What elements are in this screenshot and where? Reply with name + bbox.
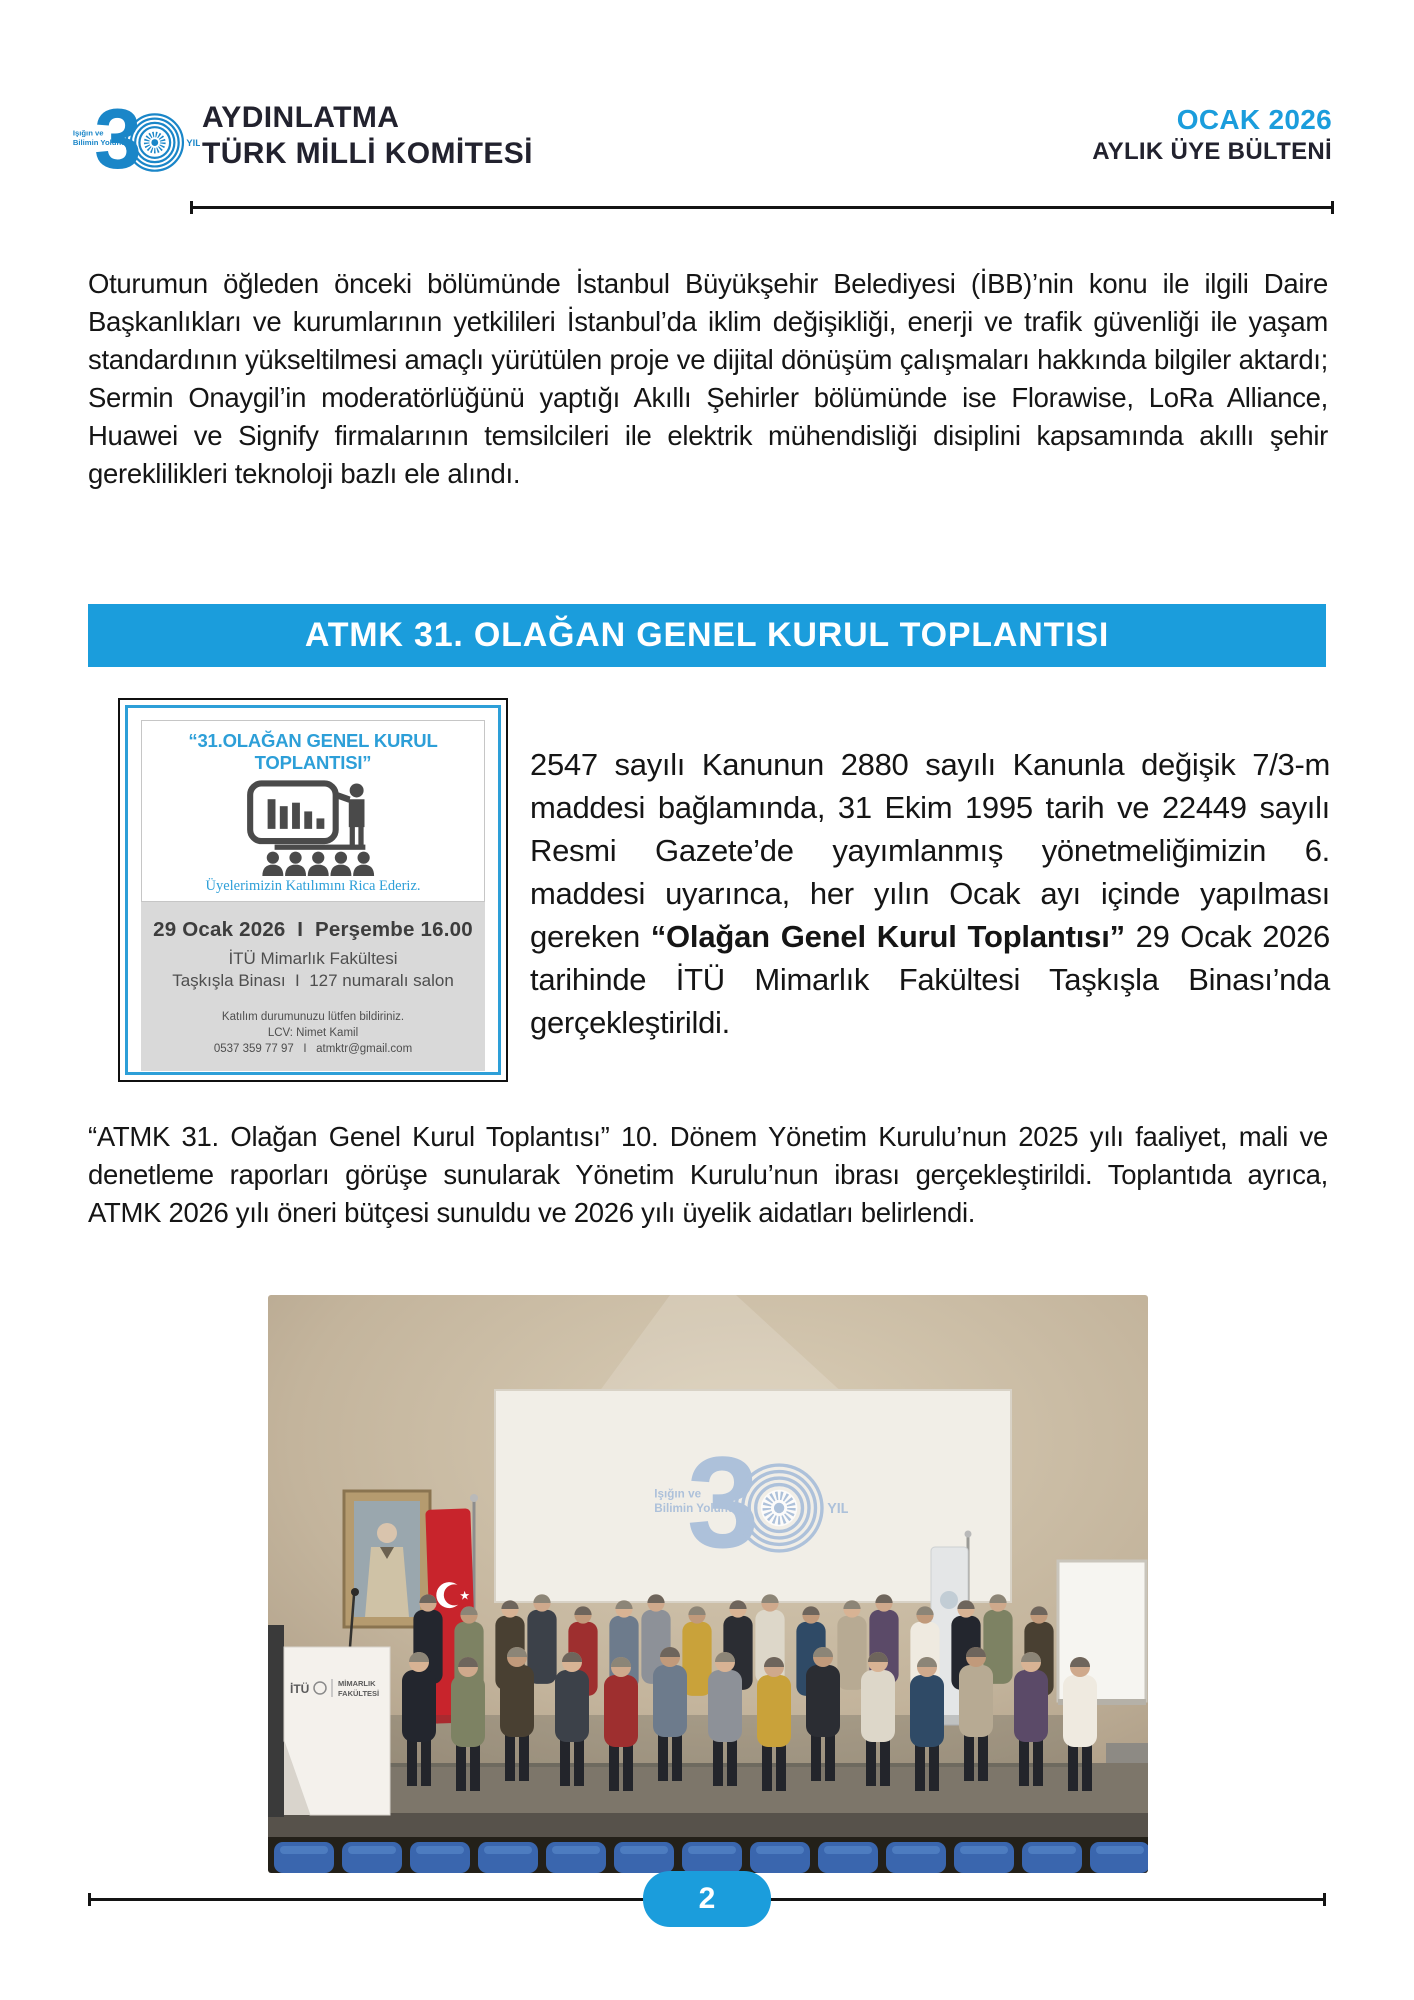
header-divider [190, 206, 1334, 209]
podium-sign-line1: MİMARLIK [338, 1679, 376, 1688]
flyer-rsvp-block [147, 1009, 479, 1057]
audience-front-row [347, 1647, 1097, 1791]
genel-text-before: 2547 sayılı Kanunun 2880 sayılı Kanunla değişik 7/3-m maddesi bağlamında, 31 Ekim 1995 tarih ve 22449 sayılı Resmi Gazete’de yayımlanmış yönetmeliğimizin 6. maddesi uyarınca, her yılın Ocak ayı içinde yapılması gereken [530, 747, 1330, 954]
flyer-rsvp-line3: 0537 359 77 97 I atmktr@gmail.com [213, 1043, 413, 1055]
podium-itu-label: İTÜ [290, 1682, 310, 1696]
flyer-rsvp-line2: LCV: Nimet Kamil [267, 1027, 359, 1039]
flyer-rsvp-line1: Katılım durumunuzu lütfen bildiriniz. [221, 1011, 405, 1023]
podium-sign-line2: FAKÜLTESİ [338, 1689, 380, 1698]
page-number-badge [643, 1871, 771, 1927]
flyer-datetime: 29 Ocak 2026 I Perşembe 16.00 [153, 918, 473, 941]
section-banner: ATMK 31. OLAĞAN GENEL KURUL TOPLANTISI [88, 604, 1326, 667]
general-assembly-paragraph [530, 743, 1330, 1044]
flyer-invite-text: Üyelerimizin Katılımını Rica Ederiz. [205, 878, 421, 894]
bulletin-subtitle: AYLIK ÜYE BÜLTENİ [1092, 138, 1332, 165]
page-number: 2 [698, 1882, 716, 1915]
stage-front [268, 1813, 1148, 1839]
flyer-venue-line2: Taşkışla Binası I 127 numaralı salon [172, 971, 454, 990]
header-issue-block [1092, 104, 1332, 166]
org-title-line2: TÜRK MİLLİ KOMİTESİ [202, 137, 533, 170]
org-title-line1: AYDINLATMA [202, 101, 400, 134]
intro-paragraph: Oturumun öğleden önceki bölümünde İstanbul Büyükşehir Belediyesi (İBB)’nin konu ile ilgili Daire Başkanlıkları ve kurumlarının yetkilileri İstanbul’da iklim değişikliği, enerji ve trafik güvenliği ile yaşam standardının yükseltilmesi amaçlı yürütülen proje ve dijital dönüşüm çalışmaları hakkında bilgiler aktardı; Sermin Onaygil’in moderatörlüğünü yaptığı Akıllı Şehirler bölümünde ise Florawise, LoRa Alliance, Huawei ve Signify firmalarının temsilcileri ile elektrik mühendisliği disiplini kapsamında akıllı şehir gereklilikleri teknoloji bazlı ele alındı. [88, 267, 1328, 489]
group-photo [268, 1295, 1148, 1873]
presentation-audience-icon [234, 780, 392, 876]
issue-label: OCAK 2026 [1176, 104, 1332, 135]
genel-text-after: 29 Ocak 2026 tarihinde İTÜ Mimarlık Fakültesi Taşkışla Binası’nda gerçekleştirildi. [530, 919, 1330, 1040]
closing-paragraph: “ATMK 31. Olağan Genel Kurul Toplantısı” 10. Dönem Yönetim Kurulu’nun 2025 yılı faaliyet, mali ve denetleme raporları görüşe sunularak Yönetim Kurulu’nun ibrası gerçekleştirildi. Toplantıda ayrıca, ATMK 2026 yılı öneri bütçesi sunuldu ve 2026 yılı üyelik aidatları belirlendi. [88, 1120, 1328, 1228]
flag-star: ★ [459, 1588, 471, 1603]
organization-title [202, 100, 533, 172]
flyer-details-panel [141, 890, 485, 1071]
stage-floor [268, 1763, 1148, 1815]
general-assembly-flyer [118, 698, 508, 1082]
flyer-inner-frame [125, 705, 501, 1075]
flyer-venue-line1: İTÜ Mimarlık Fakültesi [228, 949, 398, 968]
flyer-title: “31.OLAĞAN GENEL KURUL TOPLANTISI” [188, 730, 438, 773]
ataturk-portrait [344, 1491, 430, 1627]
header-30-yil-logo [72, 86, 200, 182]
flyer-title-box [141, 720, 485, 902]
genel-text-bold: “Olağan Genel Kurul Toplantısı” [650, 919, 1125, 954]
